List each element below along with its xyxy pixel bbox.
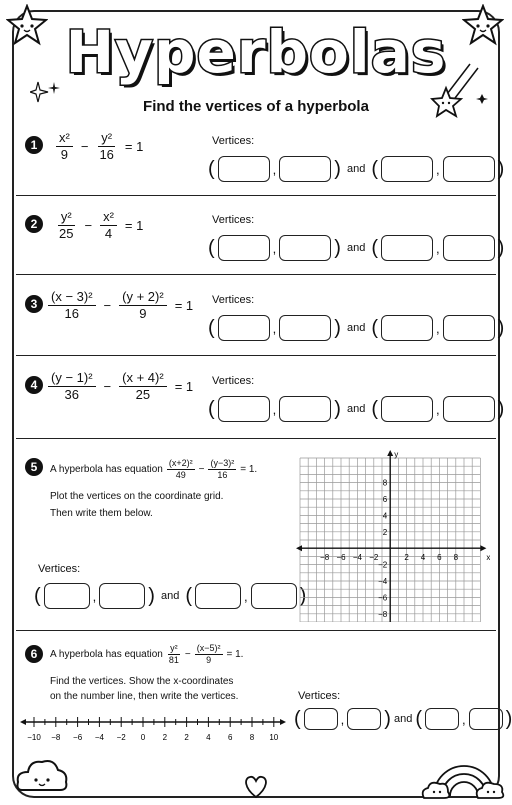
answer-box[interactable] <box>304 708 338 730</box>
y-tick-label: −4 <box>378 577 388 586</box>
answer-box[interactable] <box>347 708 381 730</box>
problem-number-badge: 5 <box>25 458 43 476</box>
number-line-arrow <box>280 719 286 725</box>
equals-one: = 1 <box>124 218 144 233</box>
fraction-denominator: 16 <box>64 306 79 321</box>
x-tick-label: −6 <box>336 553 346 563</box>
vertices-label: Vertices: <box>212 294 255 306</box>
x-axis-arrow <box>296 545 302 551</box>
y-tick-label: 8 <box>382 478 388 488</box>
problem-equation <box>56 130 143 163</box>
and-text: and <box>346 163 366 175</box>
and-text: and <box>346 403 366 415</box>
number-line-label: 10 <box>269 733 279 742</box>
answer-box[interactable] <box>425 708 459 730</box>
number-line[interactable] <box>18 712 288 746</box>
equals-one: = 1 <box>174 379 194 394</box>
minus-sign: − <box>103 298 112 313</box>
answer-box[interactable] <box>218 156 270 182</box>
number-line-label: 0 <box>140 733 146 742</box>
rainbow-doodle-icon <box>420 740 506 800</box>
instruction-line: Then write them below. <box>50 508 153 519</box>
y-tick-label: −6 <box>378 593 388 603</box>
answer-boxes: ( , ) and ( , ) <box>208 398 505 420</box>
y-tick-label: 2 <box>382 527 388 537</box>
x-tick-label: 6 <box>437 553 442 563</box>
y-axis-label: y <box>394 450 399 459</box>
number-line-label: 2 <box>184 733 189 742</box>
x-tick-label: −4 <box>352 553 362 563</box>
fraction-denominator: 36 <box>64 387 79 402</box>
divider <box>16 438 496 439</box>
answer-boxes: ( , ) and ( , ) <box>208 237 505 259</box>
fraction-numerator: y² <box>58 209 75 226</box>
answer-boxes: ( , ) and ( , ) <box>34 585 307 607</box>
page-subtitle: Find the vertices of a hyperbola <box>143 98 369 115</box>
y-tick-label: −2 <box>378 560 388 570</box>
minus-sign: − <box>103 379 112 394</box>
vertices-label: Vertices: <box>298 690 341 702</box>
fraction-numerator: (x + 4)² <box>119 370 167 387</box>
problem-equation <box>48 370 193 403</box>
number-line-label: 2 <box>162 733 168 742</box>
answer-box[interactable] <box>381 235 433 261</box>
page-title: Hyperbolas <box>65 18 447 86</box>
and-text: and <box>346 322 366 334</box>
x-tick-label: 8 <box>453 553 459 563</box>
and-text: and <box>346 242 366 254</box>
vertices-label: Vertices: <box>212 375 255 387</box>
x-tick-label: −2 <box>369 553 379 563</box>
answer-box[interactable] <box>381 156 433 182</box>
problem-number-badge: 4 <box>25 376 43 394</box>
answer-box[interactable] <box>443 156 495 182</box>
minus-sign: − <box>198 463 205 475</box>
divider <box>16 195 496 196</box>
number-line-label: 4 <box>206 733 211 742</box>
fraction-numerator: (x+2)² <box>168 458 193 468</box>
problem-6-equation <box>50 643 243 666</box>
fraction-denominator: 25 <box>135 387 151 402</box>
divider <box>16 274 496 275</box>
vertices-label: Vertices: <box>38 563 81 575</box>
answer-box[interactable] <box>279 156 331 182</box>
answer-box[interactable] <box>218 315 270 341</box>
and-text: and <box>160 590 180 602</box>
answer-boxes: ( , ) and ( , ) <box>294 708 512 730</box>
answer-box[interactable] <box>443 396 495 422</box>
x-axis-arrow <box>480 545 486 551</box>
fraction-denominator: 4 <box>104 226 113 241</box>
problem-lead-text: A hyperbola has equation <box>50 648 163 660</box>
number-line-label: 6 <box>227 733 233 742</box>
instruction-line: on the number line, then write the vertices. <box>50 691 239 702</box>
number-line-label: 8 <box>249 733 255 742</box>
answer-box[interactable] <box>99 583 145 609</box>
fraction-denominator: 49 <box>175 470 186 480</box>
answer-box[interactable] <box>381 396 433 422</box>
vertices-label: Vertices: <box>212 214 255 226</box>
x-tick-label: 4 <box>420 553 426 563</box>
fraction-numerator: (x−5)² <box>196 643 221 653</box>
problem-lead-text: A hyperbola has equation <box>50 463 163 475</box>
vertices-label: Vertices: <box>212 135 255 147</box>
answer-box[interactable] <box>381 315 433 341</box>
answer-box[interactable] <box>251 583 297 609</box>
number-line-label: −8 <box>51 733 61 742</box>
x-tick-label: −8 <box>320 553 330 563</box>
y-tick-label: 4 <box>382 511 388 521</box>
fraction-denominator: 81 <box>168 655 179 665</box>
problem-number-badge: 3 <box>25 295 43 313</box>
divider <box>16 630 496 631</box>
fraction-denominator: 9 <box>60 147 69 162</box>
number-line-label: −6 <box>73 733 83 742</box>
and-text: and <box>393 713 413 725</box>
fraction-numerator: x² <box>100 209 117 226</box>
problem-5-equation <box>50 458 257 481</box>
fraction-denominator: 25 <box>59 226 74 241</box>
minus-sign: − <box>184 648 191 660</box>
answer-box[interactable] <box>44 583 90 609</box>
x-axis-label: x <box>486 553 490 563</box>
answer-box[interactable] <box>218 235 270 261</box>
coordinate-grid[interactable] <box>296 450 490 622</box>
minus-sign: − <box>80 139 89 154</box>
equals-one: = 1. <box>240 463 258 475</box>
problem-equation <box>48 289 193 322</box>
fraction-denominator: 16 <box>99 147 114 162</box>
x-tick-label: 2 <box>404 553 409 563</box>
fraction-denominator: 9 <box>139 306 147 321</box>
fraction-denominator: 16 <box>217 470 228 480</box>
answer-box[interactable] <box>443 235 495 261</box>
heart-doodle-icon <box>242 774 270 800</box>
fraction-numerator: (y − 1)² <box>48 370 96 387</box>
number-line-label: −10 <box>27 733 41 742</box>
instruction-line: Find the vertices. Show the x-coordinates <box>50 676 234 687</box>
divider <box>16 355 496 356</box>
fraction-denominator: 9 <box>206 655 212 665</box>
number-line-label: −2 <box>116 733 126 742</box>
fraction-numerator: (y + 2)² <box>119 289 167 306</box>
y-tick-label: −8 <box>378 609 388 619</box>
fraction-numerator: y² <box>170 643 178 653</box>
fraction-numerator: y² <box>98 130 115 147</box>
answer-box[interactable] <box>469 708 503 730</box>
equals-one: = 1 <box>124 139 144 154</box>
fraction-numerator: (y−3)² <box>210 458 235 468</box>
problem-number-badge: 2 <box>25 215 43 233</box>
problem-number-badge: 6 <box>25 645 43 663</box>
cloud-doodle-icon <box>14 750 70 796</box>
answer-box[interactable] <box>195 583 241 609</box>
answer-box[interactable] <box>279 315 331 341</box>
fraction-numerator: (x − 3)² <box>48 289 96 306</box>
answer-box[interactable] <box>279 235 331 261</box>
answer-box[interactable] <box>279 396 331 422</box>
answer-boxes: ( , ) and ( , ) <box>208 317 505 339</box>
answer-box[interactable] <box>218 396 270 422</box>
fraction-numerator: x² <box>56 130 73 147</box>
number-line-arrow <box>20 719 26 725</box>
answer-box[interactable] <box>443 315 495 341</box>
y-tick-label: 6 <box>382 495 388 504</box>
instruction-line: Plot the vertices on the coordinate grid. <box>50 491 224 502</box>
problem-number-badge: 1 <box>25 136 43 154</box>
answer-boxes: ( , ) and ( , ) <box>208 158 505 180</box>
equals-one: = 1 <box>174 298 194 313</box>
problem-equation <box>56 209 143 242</box>
y-axis-arrow <box>387 450 393 456</box>
number-line-label: −4 <box>94 733 104 742</box>
equals-one: = 1. <box>226 648 244 660</box>
minus-sign: − <box>84 218 93 233</box>
